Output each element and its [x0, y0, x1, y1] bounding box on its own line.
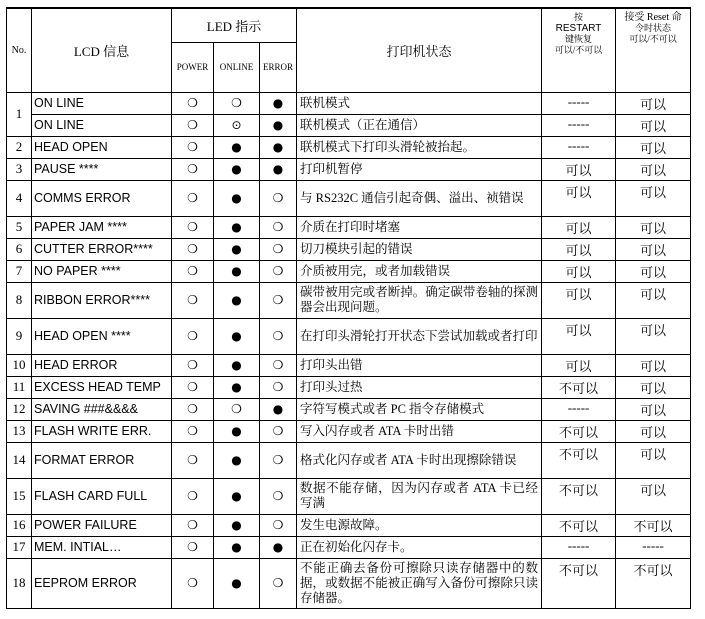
- power-led-icon: ❍: [172, 398, 214, 420]
- header-led-power: POWER: [172, 42, 214, 92]
- table-row: [7, 92, 691, 114]
- reset-accepted: 可以: [616, 282, 691, 318]
- error-led-icon: ❍: [260, 420, 297, 442]
- reset-accepted: 可以: [616, 180, 691, 216]
- reset-accepted: 可以: [616, 376, 691, 398]
- restart-recoverable: 不可以: [542, 514, 616, 536]
- printer-status: 在打印头滑轮打开状态下尝试加载或者打印: [297, 318, 542, 354]
- power-led-icon: ❍: [172, 514, 214, 536]
- lcd-message: HEAD OPEN ****: [32, 318, 172, 354]
- table-row: [7, 216, 691, 238]
- printer-status: 介质在打印时堵塞: [297, 216, 542, 238]
- row-number: 3: [7, 158, 32, 180]
- table-row: [7, 398, 691, 420]
- printer-status: 碳带被用完或者断掉。确定碳带卷轴的探测器会出现问题。: [297, 282, 542, 318]
- header-printer-status: 打印机状态: [297, 8, 542, 92]
- restart-recoverable: -----: [542, 114, 616, 136]
- power-led-icon: ❍: [172, 420, 214, 442]
- table-row: [7, 260, 691, 282]
- lcd-message: ON LINE: [32, 114, 172, 136]
- table-row: [7, 558, 691, 608]
- lcd-message: HEAD OPEN: [32, 136, 172, 158]
- error-led-icon: ●: [260, 158, 297, 180]
- restart-recoverable: 不可以: [542, 420, 616, 442]
- power-led-icon: ❍: [172, 92, 214, 114]
- restart-recoverable: 可以: [542, 260, 616, 282]
- table-row: [7, 180, 691, 216]
- reset-accepted: 可以: [616, 216, 691, 238]
- power-led-icon: ❍: [172, 282, 214, 318]
- printer-status: 数据不能存储，因为闪存或者 ATA 卡已经写满: [297, 478, 542, 514]
- error-led-icon: ❍: [260, 318, 297, 354]
- row-number: 10: [7, 354, 32, 376]
- header-led-indicator: LED 指示: [172, 8, 297, 42]
- online-led-icon: ❍: [214, 398, 260, 420]
- online-led-icon: ●: [214, 558, 260, 608]
- power-led-icon: ❍: [172, 180, 214, 216]
- online-led-icon: ❍: [214, 92, 260, 114]
- header-reset-line-1: 接受 Reset 命: [624, 12, 682, 23]
- lcd-message: EEPROM ERROR: [32, 558, 172, 608]
- table-row: [7, 282, 691, 318]
- row-number: 13: [7, 420, 32, 442]
- lcd-message: PAUSE ****: [32, 158, 172, 180]
- error-led-icon: ❍: [260, 558, 297, 608]
- lcd-message: FLASH CARD FULL: [32, 478, 172, 514]
- header-led-error: ERROR: [260, 42, 297, 92]
- online-led-icon: ●: [214, 536, 260, 558]
- online-led-icon: ●: [214, 136, 260, 158]
- table-row: [7, 514, 691, 536]
- row-number: 17: [7, 536, 32, 558]
- lcd-message: COMMS ERROR: [32, 180, 172, 216]
- lcd-message: FLASH WRITE ERR.: [32, 420, 172, 442]
- error-led-icon: ❍: [260, 376, 297, 398]
- printer-status: 不能正确去备份可擦除只读存储器中的数据，或数据不能被正确写入备份可擦除只读存储器。: [297, 558, 542, 608]
- error-led-icon: ●: [260, 398, 297, 420]
- restart-recoverable: 不可以: [542, 442, 616, 478]
- header-restart-line-1: 按: [574, 12, 584, 22]
- online-led-icon: ●: [214, 216, 260, 238]
- error-led-icon: ❍: [260, 260, 297, 282]
- power-led-icon: ❍: [172, 114, 214, 136]
- lcd-message: HEAD ERROR: [32, 354, 172, 376]
- printer-status-table: [6, 7, 691, 609]
- row-number: 1: [7, 92, 32, 136]
- table-row: [7, 136, 691, 158]
- printer-status: 写入闪存或者 ATA 卡时出错: [297, 420, 542, 442]
- reset-accepted: 可以: [616, 420, 691, 442]
- reset-accepted: 不可以: [616, 558, 691, 608]
- row-number: 8: [7, 282, 32, 318]
- table-row: [7, 536, 691, 558]
- reset-accepted: 可以: [616, 318, 691, 354]
- restart-recoverable: 不可以: [542, 376, 616, 398]
- online-led-icon: ●: [214, 318, 260, 354]
- restart-recoverable: 不可以: [542, 478, 616, 514]
- reset-accepted: 可以: [616, 354, 691, 376]
- power-led-icon: ❍: [172, 158, 214, 180]
- error-led-icon: ●: [260, 136, 297, 158]
- printer-status: 打印头出错: [297, 354, 542, 376]
- lcd-message: MEM. INTIAL…: [32, 536, 172, 558]
- error-led-icon: ❍: [260, 514, 297, 536]
- online-led-icon: ●: [214, 158, 260, 180]
- table-row: [7, 238, 691, 260]
- online-led-icon: ●: [214, 420, 260, 442]
- error-led-icon: ●: [260, 114, 297, 136]
- error-led-icon: ❍: [260, 180, 297, 216]
- power-led-icon: ❍: [172, 136, 214, 158]
- power-led-icon: ❍: [172, 478, 214, 514]
- printer-status: 打印机暂停: [297, 158, 542, 180]
- restart-recoverable: 可以: [542, 282, 616, 318]
- power-led-icon: ❍: [172, 238, 214, 260]
- reset-accepted: 可以: [616, 158, 691, 180]
- reset-accepted: 可以: [616, 442, 691, 478]
- reset-accepted: 可以: [616, 114, 691, 136]
- printer-status: 打印头过热: [297, 376, 542, 398]
- row-number: 14: [7, 442, 32, 478]
- printer-status: 字符写模式或者 PC 指令存储模式: [297, 398, 542, 420]
- row-number: 18: [7, 558, 32, 608]
- printer-status: 与 RS232C 通信引起奇偶、溢出、祯错误: [297, 180, 542, 216]
- table-row: [7, 420, 691, 442]
- online-led-icon: ●: [214, 478, 260, 514]
- online-led-icon: ●: [214, 180, 260, 216]
- lcd-message: EXCESS HEAD TEMP: [32, 376, 172, 398]
- power-led-icon: ❍: [172, 260, 214, 282]
- error-led-icon: ❍: [260, 442, 297, 478]
- online-led-icon: ●: [214, 238, 260, 260]
- error-led-icon: ●: [260, 92, 297, 114]
- reset-accepted: 可以: [616, 398, 691, 420]
- power-led-icon: ❍: [172, 318, 214, 354]
- online-led-icon: ●: [214, 282, 260, 318]
- table-row: [7, 478, 691, 514]
- power-led-icon: ❍: [172, 558, 214, 608]
- printer-status: 切刀模块引起的错误: [297, 238, 542, 260]
- header-reset-command: [616, 8, 691, 92]
- power-led-icon: ❍: [172, 376, 214, 398]
- header-restart-line-3: 键恢复: [565, 34, 593, 44]
- row-number: 15: [7, 478, 32, 514]
- reset-accepted: -----: [616, 536, 691, 558]
- online-led-icon: ⊙: [214, 114, 260, 136]
- row-number: 5: [7, 216, 32, 238]
- header-led-online: ONLINE: [214, 42, 260, 92]
- table-row: [7, 376, 691, 398]
- row-number: 6: [7, 238, 32, 260]
- reset-accepted: 可以: [616, 238, 691, 260]
- header-reset-line-3: 可以/不可以: [629, 34, 677, 44]
- printer-status: 正在初始化闪存卡。: [297, 536, 542, 558]
- reset-accepted: 可以: [616, 260, 691, 282]
- error-led-icon: ❍: [260, 282, 297, 318]
- row-number: 9: [7, 318, 32, 354]
- reset-accepted: 可以: [616, 478, 691, 514]
- online-led-icon: ●: [214, 442, 260, 478]
- power-led-icon: ❍: [172, 216, 214, 238]
- header-restart-line-2: RESTART: [555, 23, 602, 34]
- row-number: 2: [7, 136, 32, 158]
- restart-recoverable: 可以: [542, 216, 616, 238]
- lcd-message: ON LINE: [32, 92, 172, 114]
- header-lcd-message: LCD 信息: [32, 8, 172, 92]
- restart-recoverable: 可以: [542, 180, 616, 216]
- restart-recoverable: -----: [542, 398, 616, 420]
- table-row: [7, 354, 691, 376]
- printer-status: 联机模式下打印头滑轮被抬起。: [297, 136, 542, 158]
- reset-accepted: 不可以: [616, 514, 691, 536]
- table-row: [7, 318, 691, 354]
- table-row: [7, 158, 691, 180]
- restart-recoverable: -----: [542, 136, 616, 158]
- online-led-icon: ●: [214, 514, 260, 536]
- restart-recoverable: -----: [542, 536, 616, 558]
- table-row: [7, 114, 691, 136]
- error-led-icon: ❍: [260, 354, 297, 376]
- online-led-icon: ●: [214, 260, 260, 282]
- restart-recoverable: 不可以: [542, 558, 616, 608]
- row-number: 16: [7, 514, 32, 536]
- header-no: No.: [7, 8, 32, 92]
- printer-status: 联机模式: [297, 92, 542, 114]
- table-row: [7, 442, 691, 478]
- printer-status: 联机模式（正在通信）: [297, 114, 542, 136]
- row-number: 4: [7, 180, 32, 216]
- header-restart-line-4: 可以/不可以: [554, 45, 603, 55]
- header-restart-recovery: [542, 8, 616, 92]
- power-led-icon: ❍: [172, 442, 214, 478]
- printer-status: 发生电源故障。: [297, 514, 542, 536]
- printer-status: 格式化闪存或者 ATA 卡时出现擦除错误: [297, 442, 542, 478]
- lcd-message: NO PAPER ****: [32, 260, 172, 282]
- lcd-message: RIBBON ERROR****: [32, 282, 172, 318]
- lcd-message: SAVING ###&&&&: [32, 398, 172, 420]
- restart-recoverable: 可以: [542, 354, 616, 376]
- lcd-message: FORMAT ERROR: [32, 442, 172, 478]
- lcd-message: CUTTER ERROR****: [32, 238, 172, 260]
- error-led-icon: ❍: [260, 478, 297, 514]
- online-led-icon: ●: [214, 354, 260, 376]
- restart-recoverable: 可以: [542, 318, 616, 354]
- reset-accepted: 可以: [616, 136, 691, 158]
- lcd-message: PAPER JAM ****: [32, 216, 172, 238]
- row-number: 7: [7, 260, 32, 282]
- restart-recoverable: -----: [542, 92, 616, 114]
- row-number: 11: [7, 376, 32, 398]
- restart-recoverable: 可以: [542, 238, 616, 260]
- online-led-icon: ●: [214, 376, 260, 398]
- error-led-icon: ●: [260, 536, 297, 558]
- restart-recoverable: 可以: [542, 158, 616, 180]
- error-led-icon: ❍: [260, 216, 297, 238]
- header-reset-line-2: 令时状态: [635, 23, 672, 33]
- lcd-message: POWER FAILURE: [32, 514, 172, 536]
- power-led-icon: ❍: [172, 354, 214, 376]
- power-led-icon: ❍: [172, 536, 214, 558]
- printer-status: 介质被用完，或者加载错误: [297, 260, 542, 282]
- row-number: 12: [7, 398, 32, 420]
- error-led-icon: ❍: [260, 238, 297, 260]
- reset-accepted: 可以: [616, 92, 691, 114]
